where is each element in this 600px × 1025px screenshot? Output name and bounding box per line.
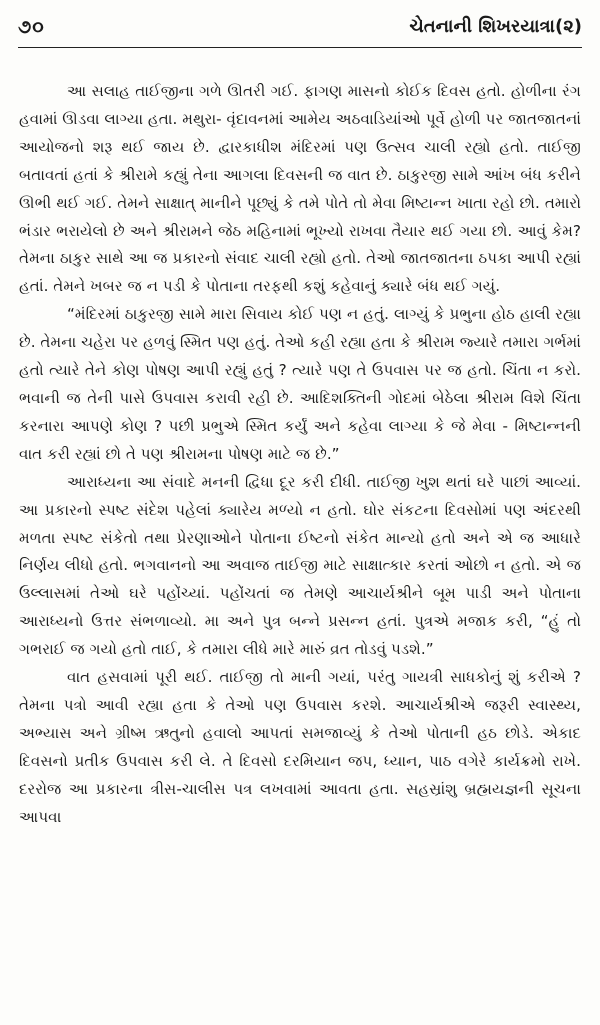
header-rule [18,47,582,48]
page-body [19,78,581,831]
page-number: ૭૦ [18,16,45,38]
paragraph-4: વાત હસવામાં પૂરી થઈ. તાઈજી તો માની ગયાં, પરંતુ ગાયત્રી સાધકોનું શું કરીએ ? તેમના પત્રો આવી રહ્યા હતા કે તેઓ પણ ઉપવાસ કરશે. આચાર્યશ્રીએ જરૂરી સ્વાસ્થ્ય, અભ્યાસ અને ગ્રીષ્મ ઋતુનો હવાલો આપતાં સમજાવ્યું કે તેઓ પોતાની હઠ છોડે. એકાદ દિવસનો પ્રતીક ઉપવાસ કરી લે. તે દિવસો દરમિયાન જપ, ધ્યાન, પાઠ વગેરે કાર્યક્રમો રાખે. દરરોજ આ પ્રકારના ત્રીસ-ચાલીસ પત્ર લખવામાં આવતા હતા. સહસ્રાંશુ બ્રહ્મયજ્ઞની સૂચના આપવા [19,668,581,826]
paragraph-1: આ સલાહ તાઈજીના ગળે ઊતરી ગઈ. ફાગણ માસનો કોઈક દિવસ હતો. હોળીના રંગ હવામાં ઊડવા લાગ્યા હતા. મથુરા- વૃંદાવનમાં આમેય અઠવાડિયાંઓ પૂર્વે હોળી પર જાતજાતનાં આયોજનો શરૂ થઈ જાય છે. દ્વારકાધીશ મંદિરમાં પણ ઉત્સવ ચાલી રહ્યો હતો. તાઈજી બતાવતાં હતાં કે શ્રીરામે કહ્યું તેના આગલા દિવસની જ વાત છે. ઠાકુરજી સામે આંખ બંધ કરીને ઊભી થઈ ગઈ. તેમને સાક્ષાત્ માનીને પૂછ્યું કે તમે પોતે તો મેવા મિષ્ટાન્ન ખાતા રહો છો. તમારો ભંડાર ભરાયેલો છે અને શ્રીરામને જેઠ મહિનામાં ભૂખ્યો રાખવા તૈયાર થઈ ગયા છો. આવું કેમ? તેમના ઠાકુર સાથે આ જ પ્રકારનો સંવાદ ચાલી રહ્યો હતો. તેઓ જાતજાતના ઠપકા આપી રહ્યાં હતાં. તેમને ખબર જ ન પડી કે પોતાના તરફથી કશું કહેવાનું ક્યારે બંધ થઈ ગયું. [19,82,581,296]
paragraph-2: “મંદિરમાં ઠાકુરજી સામે મારા સિવાય કોઈ પણ ન હતું. લાગ્યું કે પ્રભુના હોઠ હાલી રહ્યા છે. તેમના ચહેરા પર હળવું સ્મિત પણ હતું. તેઓ કહી રહ્યા હતા કે શ્રીરામ જ્યારે તમારા ગર્ભમાં હતો ત્યારે તેને કોણ પોષણ આપી રહ્યું હતું ? ત્યારે પણ તે ઉપવાસ પર જ હતો. ચિંતા ન કરો. ભવાની જ તેની પાસે ઉપવાસ કરાવી રહી છે. આદિશક્તિની ગોદમાં બેઠેલા શ્રીરામ વિશે ચિંતા કરનારા આપણે કોણ ? પછી પ્રભુએ સ્મિત કર્યું અને કહેવા લાગ્યા કે જે મેવા - મિષ્ટાન્નની વાત કરી રહ્યાં છો તે પણ શ્રીરામના પોષણ માટે જ છે.” [19,305,581,463]
page-header [18,16,582,44]
running-title: ચેતનાની શિખરયાત્રા(૨) [409,16,582,37]
paragraph-3: આરાધ્યના આ સંવાદે મનની દ્વિધા દૂર કરી દીધી. તાઈજી ખુશ થતાં ઘરે પાછાં આવ્યાં. આ પ્રકારનો સ્પષ્ટ સંદેશ પહેલાં ક્યારેય મળ્યો ન હતો. ઘોર સંકટના દિવસોમાં પણ અંદરથી મળતા સ્પષ્ટ સંકેતો તથા પ્રેરણાઓને પોતાના ઈષ્ટનો સંકેત માન્યો હતો અને એ જ આધારે નિર્ણય લીધો હતો. ભગવાનનો આ અવાજ તાઈજી માટે સાક્ષાત્કાર કરતાં ઓછો ન હતો. એ જ ઉલ્લાસમાં તેઓ ઘરે પહોંચ્યાં. પહોંચતાં જ તેમણે આચાર્યશ્રીને બૂમ પાડી અને પોતાના આરાધ્યનો ઉત્તર સંભળાવ્યો. મા અને પુત્ર બન્ને પ્રસન્ન હતાં. પુત્રએ મજાક કરી, “હું તો ગભરાઈ જ ગયો હતો તાઈ, કે તમારા લીધે મારે મારું વ્રત તોડવું પડશે.” [19,472,581,659]
